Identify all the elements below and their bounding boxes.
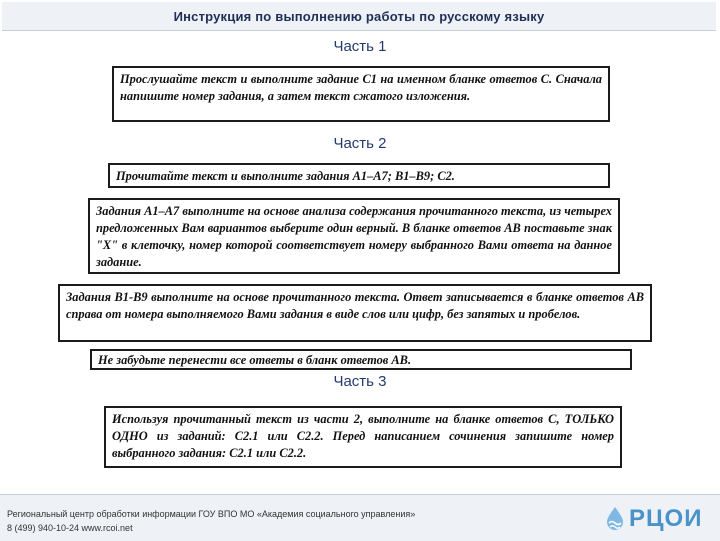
part-2-heading: Часть 2 xyxy=(333,135,387,152)
part-3-heading: Часть 3 xyxy=(333,373,387,390)
logo-text: РЦОИ xyxy=(629,505,703,532)
footer-organization: Региональный центр обработки информации ГОУ ВПО МО «Академия социального управления» xyxy=(7,509,416,519)
part-2-instruction-b: Задания В1-В9 выполните на основе прочитанного текста. Ответ записывается в бланке ответов АВ справа от номера выполняемого Вами задания в виде слов или цифр, без запятых и пробелов. xyxy=(58,284,652,342)
header-bar xyxy=(2,2,716,31)
part-1-heading: Часть 1 xyxy=(333,38,387,55)
part-3-instruction: Используя прочитанный текст из части 2, выполните на бланке ответов С, ТОЛЬКО ОДНО из заданий: С2.1 или С2.2. Перед написанием сочинения запишите номер выбранного задания: С2.1 или С2.2. xyxy=(104,406,622,468)
drop-wave-icon xyxy=(604,506,626,532)
part-1-instruction: Прослушайте текст и выполните задание С1 на именном бланке ответов С. Сначала напишите номер задания, а затем текст сжатого изложения. xyxy=(112,66,610,122)
page-title: Инструкция по выполнению работы по русскому языку xyxy=(173,8,545,24)
part-2-instruction-read: Прочитайте текст и выполните задания А1–А7; В1–В9; С2. xyxy=(108,163,610,188)
part-2-reminder: Не забудьте перенести все ответы в бланк ответов АВ. xyxy=(90,349,632,370)
rcoi-logo xyxy=(604,504,712,534)
part-2-instruction-a: Задания А1–А7 выполните на основе анализа содержания прочитанного текста, из четырех предложенных Вам вариантов выберите один верный. В бланке ответов АВ поставьте знак "Х" в клеточку, номер которой соответствует номеру выбранного Вами ответа на данное задание. xyxy=(88,198,620,274)
footer-contacts: 8 (499) 940-10-24 www.rcoi.net xyxy=(7,523,133,533)
